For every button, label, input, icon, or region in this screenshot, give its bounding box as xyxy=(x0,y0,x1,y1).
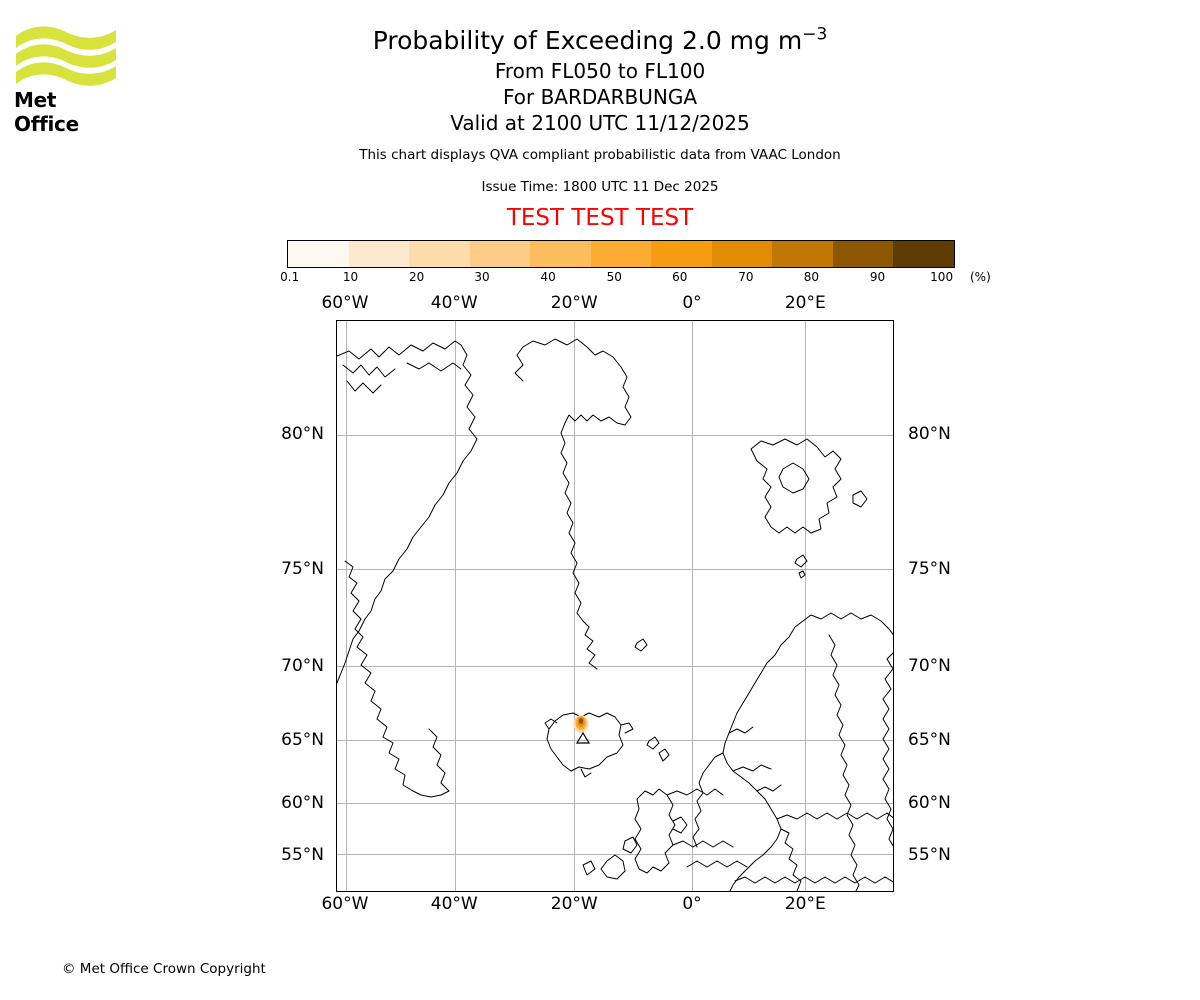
lat-label-left: 55°N xyxy=(281,844,324,865)
colorbar-segment xyxy=(591,241,652,267)
colorbar-tick: 50 xyxy=(606,270,622,284)
colorbar-segment xyxy=(470,241,531,267)
lat-label-left: 80°N xyxy=(281,424,324,445)
colorbar-tick: 10 xyxy=(342,270,359,284)
lat-label-left: 60°N xyxy=(281,793,324,814)
lon-label-bottom: 20°W xyxy=(550,894,598,914)
lon-label-top: 40°W xyxy=(430,293,478,313)
colorbar-segment xyxy=(893,241,954,267)
met-office-logo-text: Met Office xyxy=(14,88,79,136)
colorbar-tick: 80 xyxy=(803,270,820,284)
flight-level-subtitle: From FL050 to FL100 xyxy=(494,59,706,83)
lat-label-right: 60°N xyxy=(908,793,951,814)
page-title xyxy=(130,24,1070,58)
colorbar-tick: 20 xyxy=(408,270,425,284)
valid-time-subtitle: Valid at 2100 UTC 11/12/2025 xyxy=(450,111,750,135)
lat-label-left: 70°N xyxy=(281,656,324,677)
latitude-labels-left xyxy=(190,320,332,892)
disclaimer-text: This chart displays QVA compliant probabilistic data from VAAC London xyxy=(359,147,841,163)
longitude-labels-top xyxy=(321,293,894,315)
lon-label-top: 20°W xyxy=(550,293,598,313)
longitude-labels-bottom xyxy=(321,894,894,918)
ash-plume-probability-patch xyxy=(573,713,589,733)
lat-label-right: 55°N xyxy=(908,844,951,865)
main-title-text: Probability of Exceeding 2.0 mg m xyxy=(372,26,803,55)
volcano-marker-icon xyxy=(576,732,590,744)
lat-label-right: 70°N xyxy=(908,656,951,677)
colorbar-segment xyxy=(772,241,833,267)
colorbar-tick-labels xyxy=(280,270,955,286)
lon-label-top: 0° xyxy=(682,293,702,313)
colorbar-segment xyxy=(409,241,470,267)
lon-label-top: 20°E xyxy=(784,293,826,313)
met-office-logo xyxy=(12,22,122,136)
met-office-wave-icon xyxy=(12,22,122,88)
lon-label-bottom: 40°W xyxy=(430,894,478,914)
lon-label-top: 60°W xyxy=(321,293,369,313)
map-plot-area[interactable] xyxy=(336,320,894,892)
colorbar-segment xyxy=(288,241,349,267)
colorbar-segment xyxy=(349,241,410,267)
colorbar-segment xyxy=(833,241,894,267)
lat-label-right: 80°N xyxy=(908,424,951,445)
lat-label-left: 75°N xyxy=(281,558,324,579)
colorbar-segment xyxy=(651,241,712,267)
coastline-layer xyxy=(337,321,894,892)
volcano-subtitle: For BARDARBUNGA xyxy=(502,85,698,109)
colorbar-tick: 40 xyxy=(540,270,556,284)
issue-time-text: Issue Time: 1800 UTC 11 Dec 2025 xyxy=(481,179,719,195)
colorbar-unit-label: (%) xyxy=(970,270,991,284)
colorbar-segment xyxy=(530,241,591,267)
colorbar-tick: 60 xyxy=(672,270,688,284)
colorbar-tick: 70 xyxy=(738,270,754,284)
title-block xyxy=(130,24,1070,232)
lat-label-right: 65°N xyxy=(908,730,951,751)
lat-label-right: 75°N xyxy=(908,558,951,579)
latitude-labels-right xyxy=(900,320,1040,892)
colorbar-tick: 0.1 xyxy=(280,270,300,284)
colorbar-tick: 30 xyxy=(474,270,490,284)
lon-label-bottom: 60°W xyxy=(321,894,369,914)
lon-label-bottom: 0° xyxy=(682,894,702,914)
probability-colorbar xyxy=(287,240,955,268)
main-title-exponent: −3 xyxy=(802,24,828,45)
copyright-text: © Met Office Crown Copyright xyxy=(62,961,266,977)
test-banner: TEST TEST TEST xyxy=(506,205,694,231)
colorbar-segment xyxy=(712,241,773,267)
colorbar-tick: 100 xyxy=(930,270,954,284)
lon-label-bottom: 20°E xyxy=(784,894,826,914)
colorbar-tick: 90 xyxy=(869,270,886,284)
lat-label-left: 65°N xyxy=(281,730,324,751)
